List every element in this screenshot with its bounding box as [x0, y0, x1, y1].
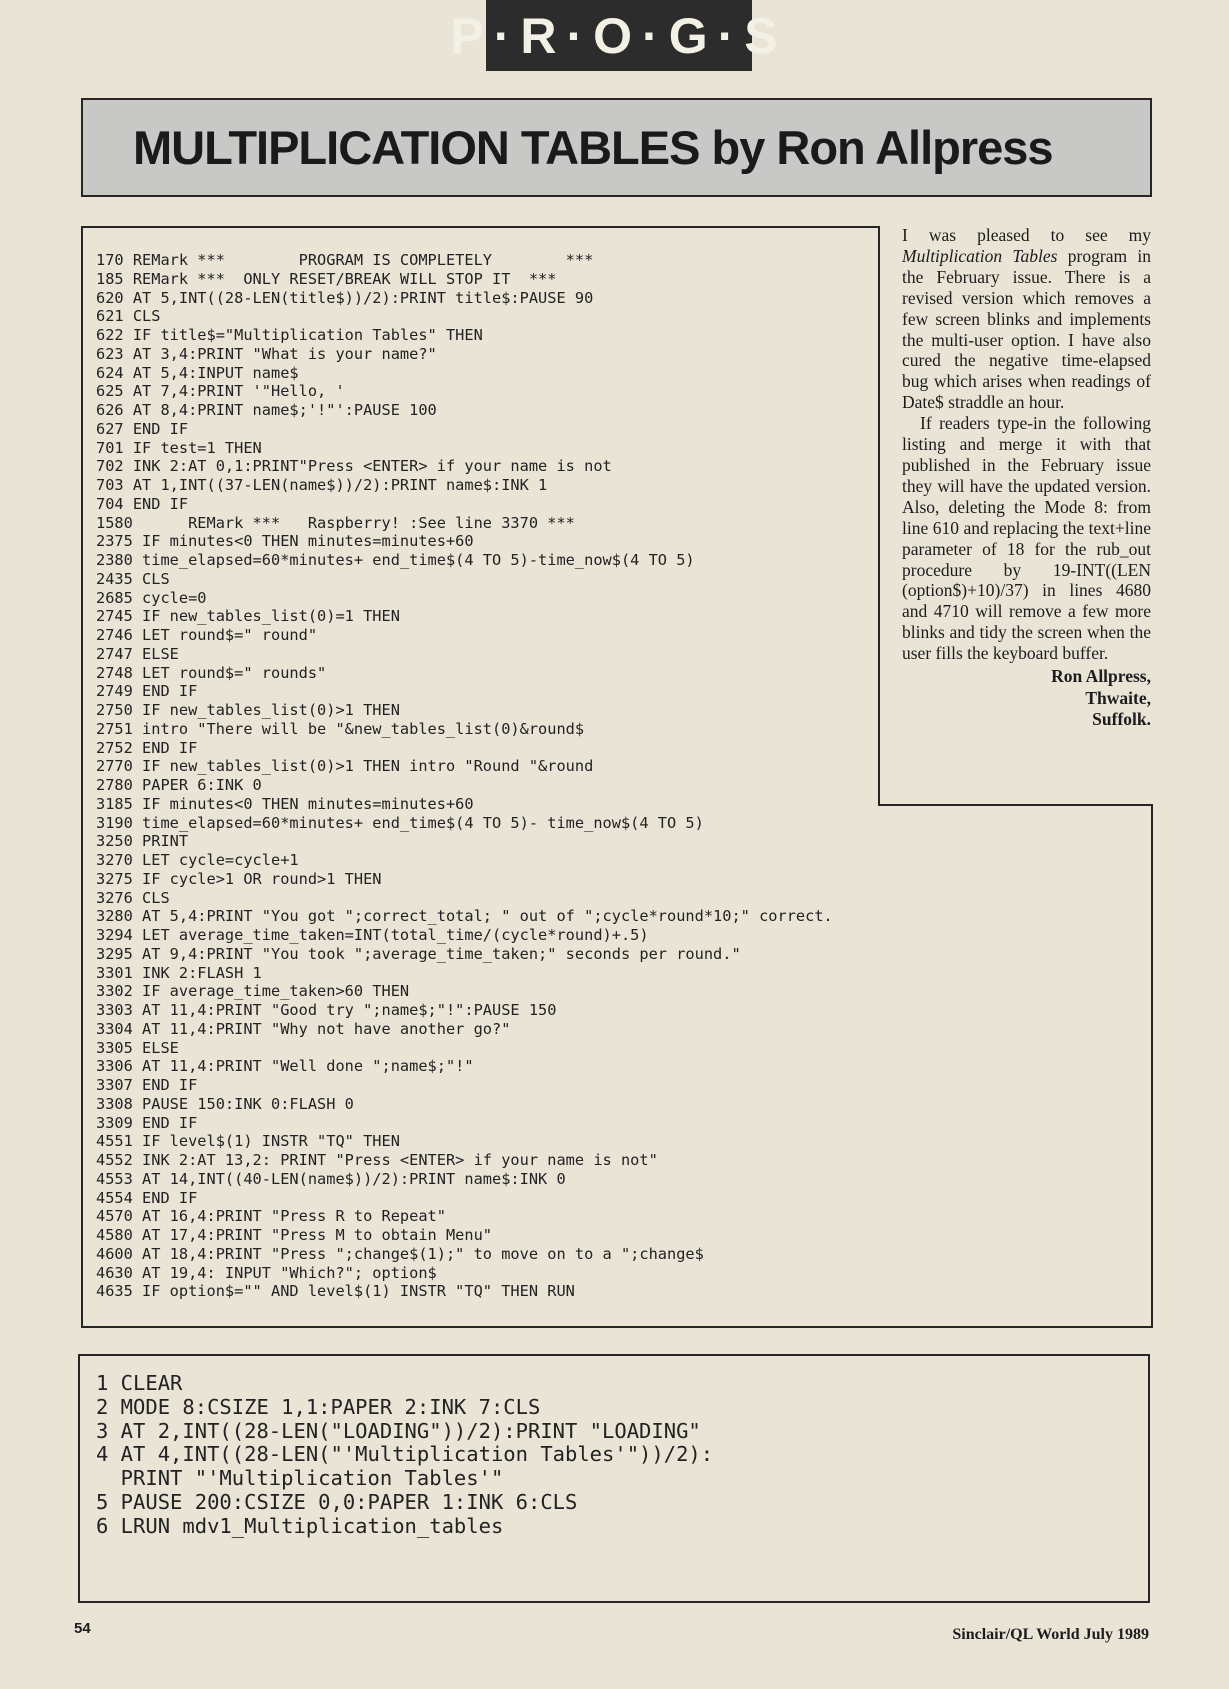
code-line: 2751 intro "There will be "&new_tables_list(0)&round$ [96, 719, 585, 738]
code-line: 2435 CLS [96, 569, 170, 588]
code-line: 6 LRUN mdv1_Multiplication_tables [96, 1513, 504, 1538]
code-line: 4570 AT 16,4:PRINT "Press R to Repeat" [96, 1207, 446, 1226]
code-line: 1 CLEAR [96, 1371, 183, 1395]
code-line: 2380 time_elapsed=60*minutes+ end_time$(4 TO 5)-time_now$(4 TO 5) [96, 551, 695, 569]
code-line: 170 REMark *** PROGRAM IS COMPLETELY *** [96, 251, 594, 269]
code-line: 3302 IF average_time_taken>60 THEN [96, 982, 410, 1001]
code-line: 702 INK 2:AT 0,1:PRINT"Press <ENTER> if your name is not [96, 457, 612, 476]
title-banner [81, 98, 1152, 197]
code-line: 3250 PRINT [96, 832, 189, 851]
code-line: 3305 ELSE [96, 1038, 179, 1057]
code-line: 2752 END IF [96, 738, 198, 757]
code-line: 3185 IF minutes<0 THEN minutes=minutes+60 [96, 794, 474, 813]
code-line: 621 CLS [96, 307, 161, 326]
magazine-credit: Sinclair/QL World July 1989 [952, 1626, 1149, 1643]
code-line: 2747 ELSE [96, 644, 179, 663]
code-line: 627 END IF [96, 419, 189, 438]
code-line: 3270 LET cycle=cycle+1 [96, 851, 299, 869]
code-line: 2748 LET round$=" rounds" [96, 663, 327, 682]
code-line: 3 AT 2,INT((28-LEN("LOADING"))/2):PRINT "LOADING" [96, 1418, 701, 1443]
code-line: 4635 IF option$="" AND level$(1) INSTR "TQ" THEN RUN [96, 1282, 575, 1301]
code-line: 1580 REMark *** Raspberry! :See line 3370 *** [96, 513, 575, 532]
code-line: 4630 AT 19,4: INPUT "Which?"; option$ [96, 1263, 437, 1282]
code-line: 624 AT 5,4:INPUT name$ [96, 363, 299, 382]
code-line: 2746 LET round$=" round" [96, 626, 318, 644]
code-line: 2375 IF minutes<0 THEN minutes=minutes+60 [96, 532, 474, 551]
code-line: 3307 END IF [96, 1076, 198, 1094]
code-line: 4 AT 4,INT((28-LEN("'Multiplication Tables'"))/2): [96, 1442, 714, 1467]
code-line: 2745 IF new_tables_list(0)=1 THEN [96, 607, 400, 626]
code-line: 3309 END IF [96, 1113, 198, 1132]
section-tag: P·R·O·G·S [486, 0, 752, 71]
code-line: 703 AT 1,INT((37-LEN(name$))/2):PRINT name$:INK 1 [96, 476, 548, 494]
code-line: 2685 cycle=0 [96, 588, 207, 607]
code-line: 3275 IF cycle>1 OR round>1 THEN [96, 869, 382, 888]
code-line: 5 PAUSE 200:CSIZE 0,0:PAPER 1:INK 6:CLS [96, 1489, 578, 1514]
loader-listing [96, 1372, 713, 1539]
code-line: 622 IF title$="Multiplication Tables" THEN [96, 326, 483, 344]
code-line: 701 IF test=1 THEN [96, 438, 262, 457]
code-line: 2749 END IF [96, 682, 198, 701]
page-number: 54 [74, 1620, 91, 1637]
code-line: 2770 IF new_tables_list(0)>1 THEN intro "Round "&round [96, 757, 594, 776]
code-line: 4551 IF level$(1) INSTR "TQ" THEN [96, 1132, 400, 1151]
code-line: 2750 IF new_tables_list(0)>1 THEN [96, 701, 400, 719]
code-line: 625 AT 7,4:PRINT '"Hello, ' [96, 382, 345, 401]
letter-paragraph-2: If readers type-in the following listing and merge it with that published in the February issue they will have the updated version. Also, deleting the Mode 8: from line 610 and replacing the text+line parameter of 18 for the rub_out procedure by 19-INT((LEN (option$)+10)/37) in lines 4680 and 4710 will remove a few more blinks and tidy the screen when the user fills the keyboard buffer. [902, 413, 1151, 664]
code-line: 3306 AT 11,4:PRINT "Well done ";name$;"!" [96, 1057, 474, 1076]
code-line: 626 AT 8,4:PRINT name$;'!"':PAUSE 100 [96, 401, 437, 419]
code-line: 4600 AT 18,4:PRINT "Press ";change$(1);" to move on to a ";change$ [96, 1244, 704, 1263]
code-line: 3303 AT 11,4:PRINT "Good try ";name$;"!":PAUSE 150 [96, 1001, 557, 1019]
code-line: 3308 PAUSE 150:INK 0:FLASH 0 [96, 1094, 354, 1113]
code-line: 4580 AT 17,4:PRINT "Press M to obtain Menu" [96, 1226, 493, 1244]
code-line: 185 REMark *** ONLY RESET/BREAK WILL STOP IT *** [96, 269, 557, 288]
article-title: MULTIPLICATION TABLES by Ron Allpress [133, 121, 1053, 174]
code-line: 3280 AT 5,4:PRINT "You got ";correct_total; " out of ";cycle*round*10;" correct. [96, 907, 833, 926]
code-line: 3301 INK 2:FLASH 1 [96, 963, 262, 982]
code-line: 4553 AT 14,INT((40-LEN(name$))/2):PRINT name$:INK 0 [96, 1169, 566, 1188]
code-line: 2780 PAPER 6:INK 0 [96, 776, 262, 794]
code-line: 2 MODE 8:CSIZE 1,1:PAPER 2:INK 7:CLS [96, 1394, 541, 1419]
letter-signature: Ron Allpress, Thwaite, Suffolk. [1051, 666, 1151, 730]
code-line: PRINT "'Multiplication Tables'" [96, 1466, 504, 1491]
code-line: 3294 LET average_time_taken=INT(total_time/(cycle*round)+.5) [96, 926, 649, 944]
code-line: 623 AT 3,4:PRINT "What is your name?" [96, 344, 437, 363]
code-line: 620 AT 5,INT((28-LEN(title$))/2):PRINT title$:PAUSE 90 [96, 288, 594, 307]
code-line: 4554 END IF [96, 1188, 198, 1207]
letter-paragraph-1: I was pleased to see my Multiplication Tables program in the February issue. There is a revised version which removes a few screen blinks and implements the multi-user option. I have also cured the negative time-elapsed bug which arises when readings of Date$ straddle an hour. [902, 225, 1151, 413]
code-line: 3295 AT 9,4:PRINT "You took ";average_time_taken;" seconds per round." [96, 944, 741, 963]
code-line: 4552 INK 2:AT 13,2: PRINT "Press <ENTER> if your name is not" [96, 1151, 658, 1169]
code-line: 704 END IF [96, 494, 189, 513]
code-line: 3304 AT 11,4:PRINT "Why not have another go?" [96, 1019, 511, 1038]
letter-text [902, 225, 1151, 731]
code-line: 3190 time_elapsed=60*minutes+ end_time$(4 TO 5)- time_now$(4 TO 5) [96, 813, 704, 832]
code-line: 3276 CLS [96, 888, 170, 907]
